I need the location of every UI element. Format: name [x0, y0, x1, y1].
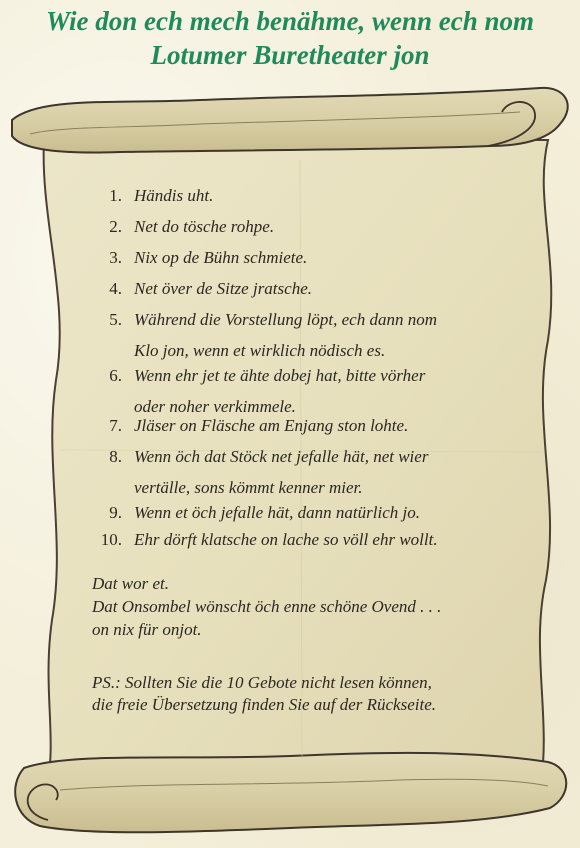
postscript-line-1: PS.: Sollten Sie die 10 Gebote nicht lesen können,: [92, 673, 432, 692]
rule-text: Wenn öch dat Stöck net jefalle hät, net wier: [134, 447, 429, 466]
rule-number: 1.: [109, 186, 122, 205]
rule-text: Net över de Sitze jratsche.: [134, 279, 312, 298]
rule-text: Nix op de Bühn schmiete.: [134, 248, 308, 267]
rule-number: 5.: [109, 310, 122, 329]
rule-number: 9.: [109, 503, 122, 522]
rule-text-continued: oder noher verkimmele.: [134, 397, 296, 416]
rule-number: 10.: [100, 530, 122, 549]
postscript: [92, 672, 532, 716]
title-line-1: Wie don ech mech benähme, wenn ech nom: [45, 6, 534, 36]
rule-text: Wenn ehr jet te ähte dobej hat, bitte vörher: [134, 366, 426, 385]
rule-number: 6.: [109, 366, 122, 385]
rule-text: Net do tösche rohpe.: [134, 217, 275, 236]
rule-text-continued: Klo jon, wenn et wirklich nödisch es.: [134, 341, 386, 360]
rule-number: 2.: [109, 217, 122, 236]
rule-text-continued: vertälle, sons kömmt kenner mier.: [134, 478, 363, 497]
rule-text: Händis uht.: [134, 186, 214, 205]
rule-number: 7.: [109, 416, 122, 435]
closing-line-2: Dat Onsombel wönscht öch enne schöne Ovend . . .: [92, 597, 442, 616]
rule-number: 8.: [109, 447, 122, 466]
title-line-2: Lotumer Buretheater jon: [150, 40, 430, 70]
postscript-line-2: die freie Übersetzung finden Sie auf der Rückseite.: [92, 695, 437, 714]
rule-text: Während die Vorstellung löpt, ech dann nom: [134, 310, 437, 329]
closing-line-3: on nix für onjot.: [92, 620, 202, 639]
rule-text: Jläser on Fläsche am Enjang ston lohte.: [134, 416, 409, 435]
closing-line-1: Dat wor et.: [92, 574, 169, 593]
rule-number: 4.: [109, 279, 122, 298]
rule-number: 3.: [109, 248, 122, 267]
rule-text: Wenn et öch jefalle hät, dann natürlich jo.: [134, 503, 420, 522]
closing-text: [92, 572, 532, 641]
rule-text: Ehr dörft klatsche on lache so völl ehr wollt.: [134, 530, 438, 549]
